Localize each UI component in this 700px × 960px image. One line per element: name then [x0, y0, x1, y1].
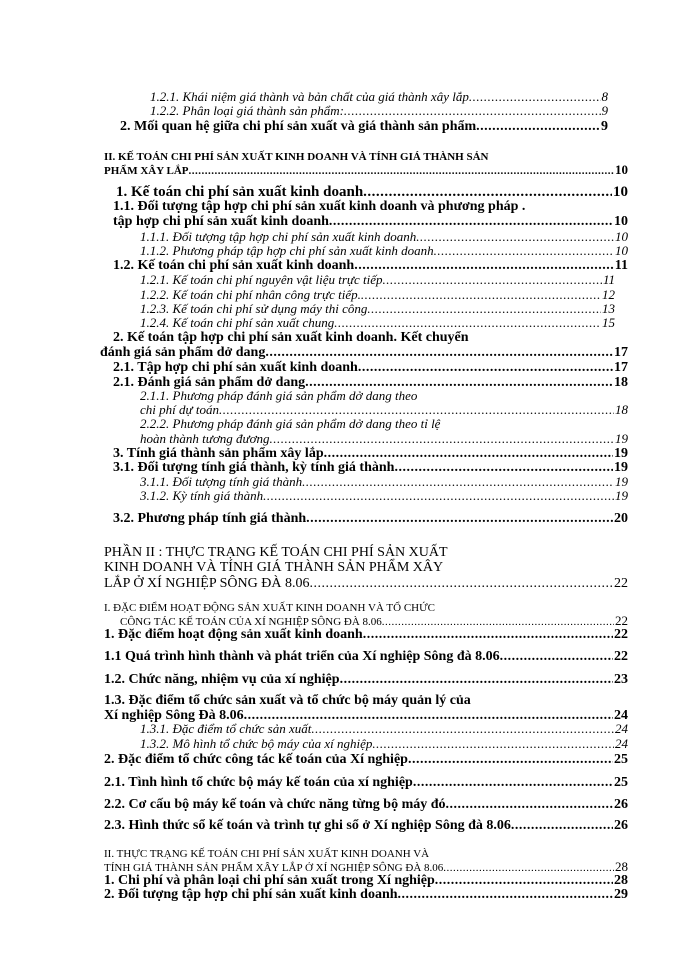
toc-entry-page: 11 — [614, 258, 628, 273]
toc-entry-page: 13 — [602, 301, 615, 316]
toc-entry — [140, 273, 615, 287]
toc-entry-page: 20 — [614, 511, 628, 526]
toc-entry-title: 1.3.1. Đặc điểm tổ chức sản xuất — [140, 721, 312, 736]
toc-entry-page: 19 — [615, 474, 628, 489]
toc-entry-title: 1.2.2. Kế toán chi phí nhân công trực tiếp. — [140, 287, 361, 302]
toc-entry-page: 19 — [615, 431, 628, 446]
toc-entry-title: 1.2.1. Khái niệm giá thành và bản chất của giá thành xây lắp — [150, 89, 469, 104]
toc-entry — [140, 244, 628, 258]
toc-entry-page: 10 — [615, 229, 628, 244]
toc-entry-title: 2.1. Tập hợp chi phí sản xuất kinh doanh — [113, 360, 358, 375]
toc-entry — [150, 104, 608, 118]
toc-entry-title: 1.2.1. Kế toán chi phí nguyên vật liệu trực tiếp — [140, 272, 383, 287]
toc-entry-title: 1.2. Chức năng, nhiệm vụ của xí nghiệp — [104, 672, 340, 687]
toc-entry-line: 2.1.1. Phương pháp đánh giá sản phẩm dở dang theo — [140, 388, 418, 403]
toc-entry-line: 1.3. Đặc điểm tổ chức sản xuất và tổ chức bộ máy quản lý của — [104, 693, 471, 708]
toc-entry-page: 10 — [615, 243, 628, 258]
toc-entry-page: 22 — [614, 649, 628, 664]
toc-entry-title: chi phí dự toán — [140, 402, 219, 417]
toc-entry-title: LẮP Ở XÍ NGHIỆP SÔNG ĐÀ 8.06 — [104, 576, 310, 591]
toc-entry-title: 3.2. Phương pháp tính giá thành — [113, 511, 307, 526]
toc-entry-page: 24 — [614, 708, 628, 723]
toc-entry-title: 1.2.4. Kế toán chi phí sản xuất chung — [140, 315, 335, 330]
toc-section-heading: II. KẾ TOÁN CHI PHÍ SẢN XUẤT KINH DOANH VÀ TÍNH GIÁ THÀNH SẢN — [104, 151, 489, 163]
toc-entry-title: 1.2.2. Phân loại giá thành sản phẩm: — [150, 103, 344, 118]
toc-entry-page: 12 — [602, 287, 615, 302]
toc-section-heading: II. THỰC TRẠNG KẾ TOÁN CHI PHÍ SẢN XUẤT KINH DOANH VÀ — [104, 848, 430, 860]
toc-entry-title: 2. Đặc điểm tổ chức công tác kế toán của Xí nghiệp — [104, 752, 408, 767]
toc-entry-page: 26 — [614, 818, 628, 833]
toc-entry — [104, 818, 628, 833]
toc-entry-title: PHẨM XÂY LẮP — [104, 165, 189, 177]
toc-entry — [104, 627, 628, 642]
toc-entry-page: 9 — [601, 103, 608, 118]
toc-entry-page: 10 — [615, 162, 628, 177]
toc-entry — [104, 672, 628, 687]
toc-entry-page: 10 — [614, 214, 628, 229]
toc-entry-title: Xí nghiệp Sông Đà 8.06 — [104, 708, 244, 723]
toc-entry-title: 1. Đặc điểm hoạt động sản xuất kinh doanh — [104, 627, 363, 642]
toc-part-heading: KINH DOANH VÀ TÍNH GIÁ THÀNH SẢN PHẨM XÂY — [104, 560, 444, 575]
toc-entry-title: 3.1.2. Kỳ tính giá thành — [140, 488, 264, 503]
toc-entry — [113, 214, 628, 229]
toc-entry-title: 1.2.3. Kế toán chi phí sử dụng máy thi công — [140, 301, 368, 316]
toc-entry-page: 25 — [614, 752, 628, 767]
toc-entry-page: 22 — [614, 576, 628, 591]
toc-entry-page: 22 — [615, 613, 628, 628]
toc-entry — [140, 737, 628, 751]
toc-entry — [104, 887, 628, 902]
toc-part-heading: PHẦN II : THỰC TRẠNG KẾ TOÁN CHI PHÍ SẢN XUẤT — [104, 545, 448, 560]
toc-entry-page: 18 — [615, 402, 628, 417]
toc-entry-title: 1.1.2. Phương pháp tập hợp chi phí sản xuất kinh doanh — [140, 243, 434, 258]
toc-entry-title: CÔNG TÁC KẾ TOÁN CỦA XÍ NGHIỆP SÔNG ĐÀ 8.06 — [120, 616, 382, 628]
toc-entry-page: 11 — [602, 272, 615, 287]
toc-entry-title: đánh giá sản phẩm dở dang — [100, 345, 266, 360]
toc-entry — [104, 752, 628, 767]
toc-entry-page: 25 — [614, 775, 628, 790]
toc-entry-page: 17 — [614, 345, 628, 360]
toc-entry-title: 1.1 Quá trình hình thành và phát triển của Xí nghiệp Sông đà 8.06 — [104, 649, 500, 664]
toc-entry-page: 19 — [615, 488, 628, 503]
toc-entry-page: 24 — [615, 736, 628, 751]
toc-entry — [104, 775, 628, 790]
toc-entry-page: 22 — [614, 627, 628, 642]
toc-entry-title: 2. Mối quan hệ giữa chi phí sản xuất và giá thành sản phẩm — [120, 119, 477, 134]
toc-entry-page: 9 — [601, 119, 608, 134]
toc-section-heading: I. ĐẶC ĐIỂM HOẠT ĐỘNG SẢN XUẤT KINH DOANH VÀ TỔ CHỨC — [104, 602, 435, 614]
toc-entry-title: 2. Đối tượng tập hợp chi phí sản xuất kinh doanh — [104, 887, 398, 902]
toc-entry-title: 1. Kế toán chi phí sản xuất kinh doanh — [116, 184, 364, 200]
toc-entry-page: 26 — [614, 797, 628, 812]
toc-entry — [104, 797, 628, 812]
toc-entry — [120, 119, 608, 134]
toc-entry-page: 18 — [614, 375, 628, 390]
toc-entry — [113, 511, 628, 526]
toc-entry — [104, 163, 628, 177]
toc-entry — [104, 576, 628, 591]
toc-entry — [104, 649, 628, 664]
toc-entry — [140, 432, 628, 446]
toc-entry-page: 8 — [601, 89, 608, 104]
toc-entry-line: 1.1. Đối tượng tập hợp chi phí sản xuất kinh doanh và phương pháp . — [113, 199, 526, 214]
toc-entry-title: tập hợp chi phí sản xuất kinh doanh — [113, 214, 329, 229]
toc-entry-title: 2.1. Tình hình tổ chức bộ máy kế toán của xí nghiệp — [104, 775, 413, 790]
toc-entry-title: 3. Tính giá thành sản phẩm xây lắp — [113, 446, 324, 461]
toc-entry — [100, 345, 628, 360]
toc-entry-title: 3.1.1. Đối tượng tính giá thành — [140, 474, 303, 489]
toc-entry-title: TÍNH GIÁ THÀNH SẢN PHẨM XÂY LẮP Ở XÍ NGHIỆP SÔNG ĐÀ 8.06 — [104, 862, 444, 874]
toc-entry-page: 17 — [614, 360, 628, 375]
toc-entry-page: 28 — [615, 859, 628, 874]
toc-entry-title: 3.1. Đối tượng tính giá thành, kỳ tính giá thành — [113, 460, 395, 475]
toc-entry — [140, 722, 628, 736]
toc-entry-title: 1.2. Kế toán chi phí sản xuất kinh doanh — [113, 258, 355, 273]
toc-entry-title: 2.2. Cơ cấu bộ máy kế toán và chức năng từng bộ máy đó — [104, 797, 446, 812]
toc-entry-title: hoàn thành tương đương — [140, 431, 270, 446]
toc-entry-line: 2. Kế toán tập hợp chi phí sản xuất kinh doanh. Kết chuyển — [113, 330, 469, 345]
toc-entry-page: 10 — [613, 184, 628, 200]
toc-entry-title: 1.1.1. Đối tượng tập hợp chi phí sản xuất kinh doanh — [140, 229, 417, 244]
toc-entry-page: 28 — [614, 873, 628, 888]
toc-entry-title: 1. Chi phí và phân loại chi phí sản xuất trong Xí nghiệp — [104, 873, 435, 888]
toc-entry-line: 2.2.2. Phương pháp đánh giá sản phẩm dở dang theo tỉ lệ — [140, 416, 441, 431]
toc-entry-title: 2.3. Hình thức sổ kế toán và trình tự ghi sổ ở Xí nghiệp Sông đà 8.06 — [104, 818, 511, 833]
toc-entry-page: 29 — [614, 887, 628, 902]
toc-entry-page: 19 — [614, 460, 628, 475]
toc-entry-page: 15 — [602, 315, 615, 330]
toc-entry-page: 23 — [614, 672, 628, 687]
toc-entry-page: 24 — [615, 721, 628, 736]
toc-entry-title: 2.1. Đánh giá sản phẩm dở dang — [113, 375, 306, 390]
toc-entry — [140, 316, 615, 330]
toc-entry — [140, 489, 628, 503]
toc-entry — [113, 360, 628, 375]
toc-entry-title: 1.3.2. Mô hình tổ chức bộ máy của xí nghiệp — [140, 736, 373, 751]
toc-entry-page: 19 — [614, 446, 628, 461]
